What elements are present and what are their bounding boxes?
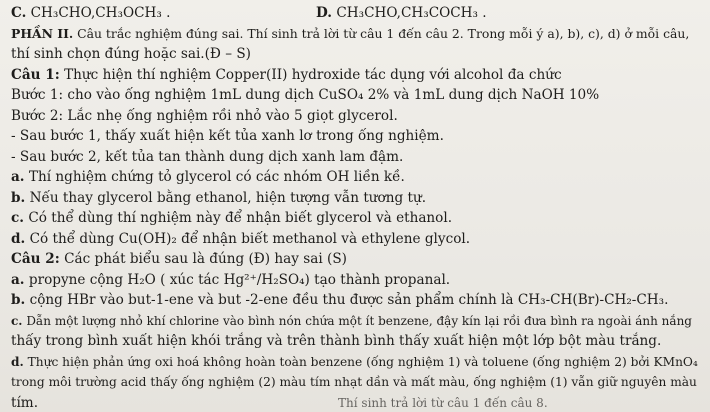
q1-label: Câu 1: [11, 66, 60, 83]
q2-d-text-2: trong môi trường acid thấy ống nghiệm (2) màu tím nhạt dần và mất màu, ống nghiệm (1) vẫn giữ nguyên màu [11, 375, 697, 390]
q2-title-line [11, 250, 347, 268]
q1-statement-c [11, 209, 452, 227]
q1-observation-2: - Sau bước 2, kết tủa tan thành dung dịch xanh lam đậm. [11, 148, 404, 165]
q1-c-text: Có thể dùng thí nghiệm này để nhận biết glycerol và ethanol. [28, 210, 453, 227]
q1-d-label: d. [11, 230, 26, 247]
q1-b-label: b. [11, 189, 26, 206]
option-c-label: C. [11, 5, 27, 21]
q1-statement-d [11, 230, 470, 248]
bottom-row [11, 394, 548, 412]
q1-title: Thực hiện thí nghiệm Copper(II) hydroxide tác dụng với alcohol đa chức [64, 66, 562, 83]
q1-a-label: a. [11, 169, 25, 186]
q2-a-text: propyne cộng H₂O ( xúc tác Hg²⁺/H₂SO₄) tạo thành propanal. [28, 271, 451, 288]
part2-heading: PHẦN II. [11, 25, 74, 41]
q2-c-text-2: thấy trong bình xuất hiện khói trắng và trên thành bình thấy xuất hiện một lớp bột màu trắng. [11, 333, 662, 350]
q2-b-label: b. [11, 292, 26, 309]
q2-c-label: c. [11, 313, 23, 328]
q2-title: Các phát biểu sau là đúng (Đ) hay sai (S) [64, 251, 347, 268]
option-d [316, 4, 487, 22]
q2-statement-a [11, 271, 450, 289]
part2-intro-line-2 [11, 45, 251, 63]
q2-statement-d [11, 353, 698, 371]
part2-intro-2: thí sinh chọn đúng hoặc sai.(Đ – S) [11, 46, 251, 63]
q1-a-text: Thí nghiệm chứng tỏ glycerol có các nhóm OH liền kề. [28, 169, 405, 186]
q2-a-label: a. [11, 271, 25, 288]
q2-b-text: cộng HBr vào but-1-ene và but -2-ene đều thu được sản phẩm chính là CH₃-CH(Br)-CH₂-CH₃. [29, 292, 669, 309]
option-c [11, 4, 170, 22]
q1-c-label: c. [11, 210, 25, 227]
q1-b-text: Nếu thay glycerol bằng ethanol, hiện tượng vẫn tương tự. [29, 189, 427, 206]
q2-d-text-1: Thực hiện phản ứng oxi hoá không hoàn toàn benzene (ống nghiệm 1) và toluene (ống nghiệm 2) bởi KMnO₄ [27, 354, 698, 369]
part2-intro-1: Câu trắc nghiệm đúng sai. Thí sinh trả lời từ câu 1 đến câu 2. Trong mỗi ý a), b), c), d) ở mỗi câu, [77, 25, 690, 41]
q2-d-label: d. [11, 354, 24, 369]
part2-intro-line-1 [11, 25, 689, 43]
option-c-text: CH₃CHO,CH₃OCH₃ . [30, 5, 171, 21]
q1-step1: Bước 1: cho vào ống nghiệm 1mL dung dịch CuSO₄ 2% và 1mL dung dịch NaOH 10% [11, 87, 600, 104]
q2-statement-c [11, 312, 692, 330]
q2-c-text-1: Dẫn một lượng nhỏ khí chlorine vào bình nón chứa một ít benzene, đậy kín lại rồi đưa bình ra ngoài ánh nắng [26, 313, 692, 328]
q2-label: Câu 2: [11, 251, 60, 268]
q1-observation-1: - Sau bước 1, thấy xuất hiện kết tủa xanh lơ trong ống nghiệm. [11, 128, 444, 145]
q2-statement-b [11, 291, 668, 309]
q1-title-line [11, 66, 562, 84]
q1-d-text: Có thể dùng Cu(OH)₂ để nhận biết methanol và ethylene glycol. [29, 230, 471, 247]
footer-text: Thí sinh trả lời từ câu 1 đến câu 8. [338, 396, 548, 410]
q1-statement-b [11, 189, 426, 207]
option-d-label: D. [316, 5, 333, 21]
option-d-text: CH₃CHO,CH₃COCH₃ . [336, 5, 487, 21]
q2-d-text-3: tím. [11, 395, 39, 411]
q1-step2: Bước 2: Lắc nhẹ ống nghiệm rồi nhỏ vào 5 giọt glycerol. [11, 107, 398, 124]
q1-statement-a [11, 168, 405, 186]
